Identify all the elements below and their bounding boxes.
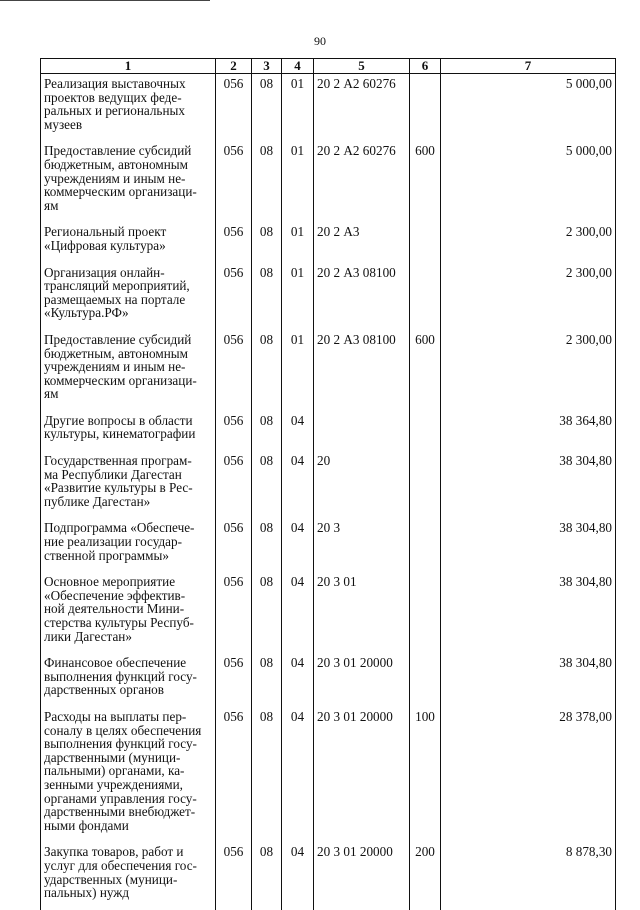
row-ministry-code: 056 (216, 222, 252, 262)
row-name-line: ям (44, 197, 59, 213)
row-target-code (314, 411, 410, 451)
row-name-line: дарственными (муници- (44, 749, 181, 765)
row-section-code: 08 (252, 330, 282, 411)
row-target-code: 20 2 А3 08100 (314, 330, 410, 411)
row-target-code: 20 2 А3 08100 (314, 263, 410, 330)
row-name (41, 411, 216, 451)
row-subsection-code: 01 (282, 330, 314, 411)
row-ministry-code: 056 (216, 842, 252, 909)
row-name-line: музеев (44, 116, 83, 132)
row-amount: 38 364,80 (441, 411, 616, 451)
row-name-line: пальных) нужд (44, 885, 130, 901)
row-section-code: 08 (252, 263, 282, 330)
header-col-3: 3 (252, 59, 282, 74)
row-name-line: выполнения функций госу- (44, 668, 197, 684)
row-amount: 8 878,30 (441, 842, 616, 909)
row-name-line: Организация онлайн- (44, 264, 165, 280)
row-section-code: 08 (252, 518, 282, 572)
row-name-line: Реализация выставочных (44, 76, 186, 91)
row-expense-type: 600 (410, 330, 441, 411)
row-name (41, 141, 216, 222)
table-row (41, 707, 616, 842)
row-amount: 38 304,80 (441, 451, 616, 518)
row-name-line: культуры, кинематографии (44, 426, 196, 442)
row-amount: 38 304,80 (441, 518, 616, 572)
row-ministry-code: 056 (216, 572, 252, 653)
row-name (41, 653, 216, 707)
row-name-line: бюджетным, автономным (44, 156, 188, 172)
row-name (41, 518, 216, 572)
table-row (41, 411, 616, 451)
row-expense-type (410, 653, 441, 707)
table-row (41, 141, 616, 222)
row-expense-type (410, 74, 441, 142)
row-name-line: Государственная програм- (44, 453, 192, 469)
row-ministry-code: 056 (216, 653, 252, 707)
row-name-line: «Обеспечение эффектив- (44, 587, 186, 603)
row-amount: 28 378,00 (441, 707, 616, 842)
row-name (41, 707, 216, 842)
row-name (41, 842, 216, 909)
row-name-line: ударственных (муници- (44, 871, 178, 887)
row-subsection-code: 04 (282, 842, 314, 909)
table-header-row (41, 59, 616, 74)
header-col-4: 4 (282, 59, 314, 74)
row-name-line: «Развитие культуры в Рес- (44, 480, 193, 496)
table-row (41, 653, 616, 707)
row-name-line: соналу в целях обеспечения (44, 722, 202, 738)
row-name-line: ние реализации государ- (44, 534, 183, 550)
row-name-line: коммерческим организаци- (44, 184, 197, 200)
row-name-line: трансляций мероприятий, (44, 278, 190, 294)
row-name-line: публике Дагестан» (44, 493, 151, 509)
row-subsection-code: 01 (282, 222, 314, 262)
row-ministry-code: 056 (216, 141, 252, 222)
row-section-code: 08 (252, 451, 282, 518)
row-name-line: Закупка товаров, работ и (44, 844, 184, 860)
row-section-code: 08 (252, 842, 282, 909)
row-name (41, 222, 216, 262)
row-name-line: бюджетным, автономным (44, 345, 188, 361)
row-target-code: 20 2 А2 60276 (314, 141, 410, 222)
row-target-code: 20 3 01 20000 (314, 707, 410, 842)
row-target-code: 20 3 01 20000 (314, 842, 410, 909)
row-name (41, 330, 216, 411)
row-name-line: органами управления госу- (44, 790, 197, 806)
top-rule (0, 0, 210, 1)
row-subsection-code: 01 (282, 74, 314, 142)
table-row (41, 263, 616, 330)
header-col-5: 5 (314, 59, 410, 74)
row-subsection-code: 04 (282, 707, 314, 842)
table-row (41, 518, 616, 572)
row-subsection-code: 04 (282, 411, 314, 451)
row-name-line: выполнения функций госу- (44, 736, 197, 752)
row-name-line: учреждениям и иным не- (44, 359, 186, 375)
row-target-code: 20 3 (314, 518, 410, 572)
row-expense-type: 100 (410, 707, 441, 842)
table-row (41, 330, 616, 411)
table-row (41, 222, 616, 262)
table-row (41, 74, 616, 142)
row-name-line: ной деятельности Мини- (44, 601, 185, 617)
header-col-2: 2 (216, 59, 252, 74)
row-name-line: Предоставление субсидий (44, 143, 192, 159)
row-ministry-code: 056 (216, 518, 252, 572)
row-name-line: дарственных органов (44, 682, 164, 698)
row-target-code: 20 3 01 (314, 572, 410, 653)
row-name-line: пальными) органами, ка- (44, 763, 185, 779)
table-row (41, 572, 616, 653)
row-ministry-code: 056 (216, 707, 252, 842)
row-section-code: 08 (252, 411, 282, 451)
row-subsection-code: 01 (282, 263, 314, 330)
row-ministry-code: 056 (216, 74, 252, 142)
row-expense-type (410, 411, 441, 451)
row-name-line: ральных и региональных (44, 103, 185, 119)
row-section-code: 08 (252, 74, 282, 142)
row-name-line: учреждениям и иным не- (44, 170, 186, 186)
budget-table (40, 58, 616, 910)
row-name-line: Финансовое обеспечение (44, 655, 187, 671)
row-name-line: «Культура.РФ» (44, 305, 129, 321)
row-ministry-code: 056 (216, 411, 252, 451)
row-subsection-code: 04 (282, 518, 314, 572)
row-name-line: стерства культуры Респуб- (44, 615, 194, 630)
row-section-code: 08 (252, 141, 282, 222)
row-amount: 5 000,00 (441, 74, 616, 142)
row-name-line: Расходы на выплаты пер- (44, 708, 187, 724)
row-name-line: проектов ведущих феде- (44, 89, 182, 105)
table-body (41, 74, 616, 910)
row-name (41, 74, 216, 142)
row-amount: 38 304,80 (441, 572, 616, 653)
row-name (41, 572, 216, 653)
row-subsection-code: 04 (282, 572, 314, 653)
header-col-7: 7 (441, 59, 616, 74)
row-section-code: 08 (252, 572, 282, 653)
row-name-line: Основное мероприятие (44, 574, 176, 590)
row-subsection-code: 04 (282, 451, 314, 518)
row-amount: 2 300,00 (441, 222, 616, 262)
row-amount: 38 304,80 (441, 653, 616, 707)
row-name-line: лики Дагестан» (44, 628, 132, 644)
row-name-line: размещаемых на портале (44, 291, 186, 307)
row-target-code: 20 (314, 451, 410, 518)
row-ministry-code: 056 (216, 451, 252, 518)
row-name-line: дарственными внебюджет- (44, 804, 196, 820)
row-section-code: 08 (252, 222, 282, 262)
row-section-code: 08 (252, 653, 282, 707)
row-expense-type (410, 222, 441, 262)
row-amount: 2 300,00 (441, 263, 616, 330)
header-col-1: 1 (41, 59, 216, 74)
row-name-line: ма Республики Дагестан (44, 466, 182, 482)
header-col-6: 6 (410, 59, 441, 74)
table-row (41, 842, 616, 909)
row-subsection-code: 04 (282, 653, 314, 707)
row-ministry-code: 056 (216, 263, 252, 330)
row-name-line: Подпрограмма «Обеспече- (44, 520, 195, 536)
row-expense-type (410, 518, 441, 572)
row-target-code: 20 3 01 20000 (314, 653, 410, 707)
row-name-line: Региональный проект (44, 224, 167, 240)
row-name-line: ными фондами (44, 817, 129, 833)
row-expense-type (410, 572, 441, 653)
row-amount: 5 000,00 (441, 141, 616, 222)
row-expense-type: 600 (410, 141, 441, 222)
row-target-code: 20 2 А2 60276 (314, 74, 410, 142)
row-name-line: «Цифровая культура» (44, 237, 166, 253)
row-name-line: ственной программы» (44, 547, 169, 563)
row-name-line: услуг для обеспечения гос- (44, 857, 197, 873)
table-row (41, 451, 616, 518)
row-expense-type (410, 451, 441, 518)
row-name (41, 451, 216, 518)
row-name-line: Предоставление субсидий (44, 331, 192, 347)
row-ministry-code: 056 (216, 330, 252, 411)
row-name-line: коммерческим организаци- (44, 372, 197, 388)
row-name-line: зенными учреждениями, (44, 776, 183, 792)
row-name-line: ям (44, 386, 59, 402)
row-subsection-code: 01 (282, 141, 314, 222)
row-section-code: 08 (252, 707, 282, 842)
row-expense-type: 200 (410, 842, 441, 909)
row-target-code: 20 2 А3 (314, 222, 410, 262)
row-expense-type (410, 263, 441, 330)
row-name (41, 263, 216, 330)
row-amount: 2 300,00 (441, 330, 616, 411)
page-number: 90 (314, 34, 326, 48)
row-name-line: Другие вопросы в области (44, 412, 193, 428)
